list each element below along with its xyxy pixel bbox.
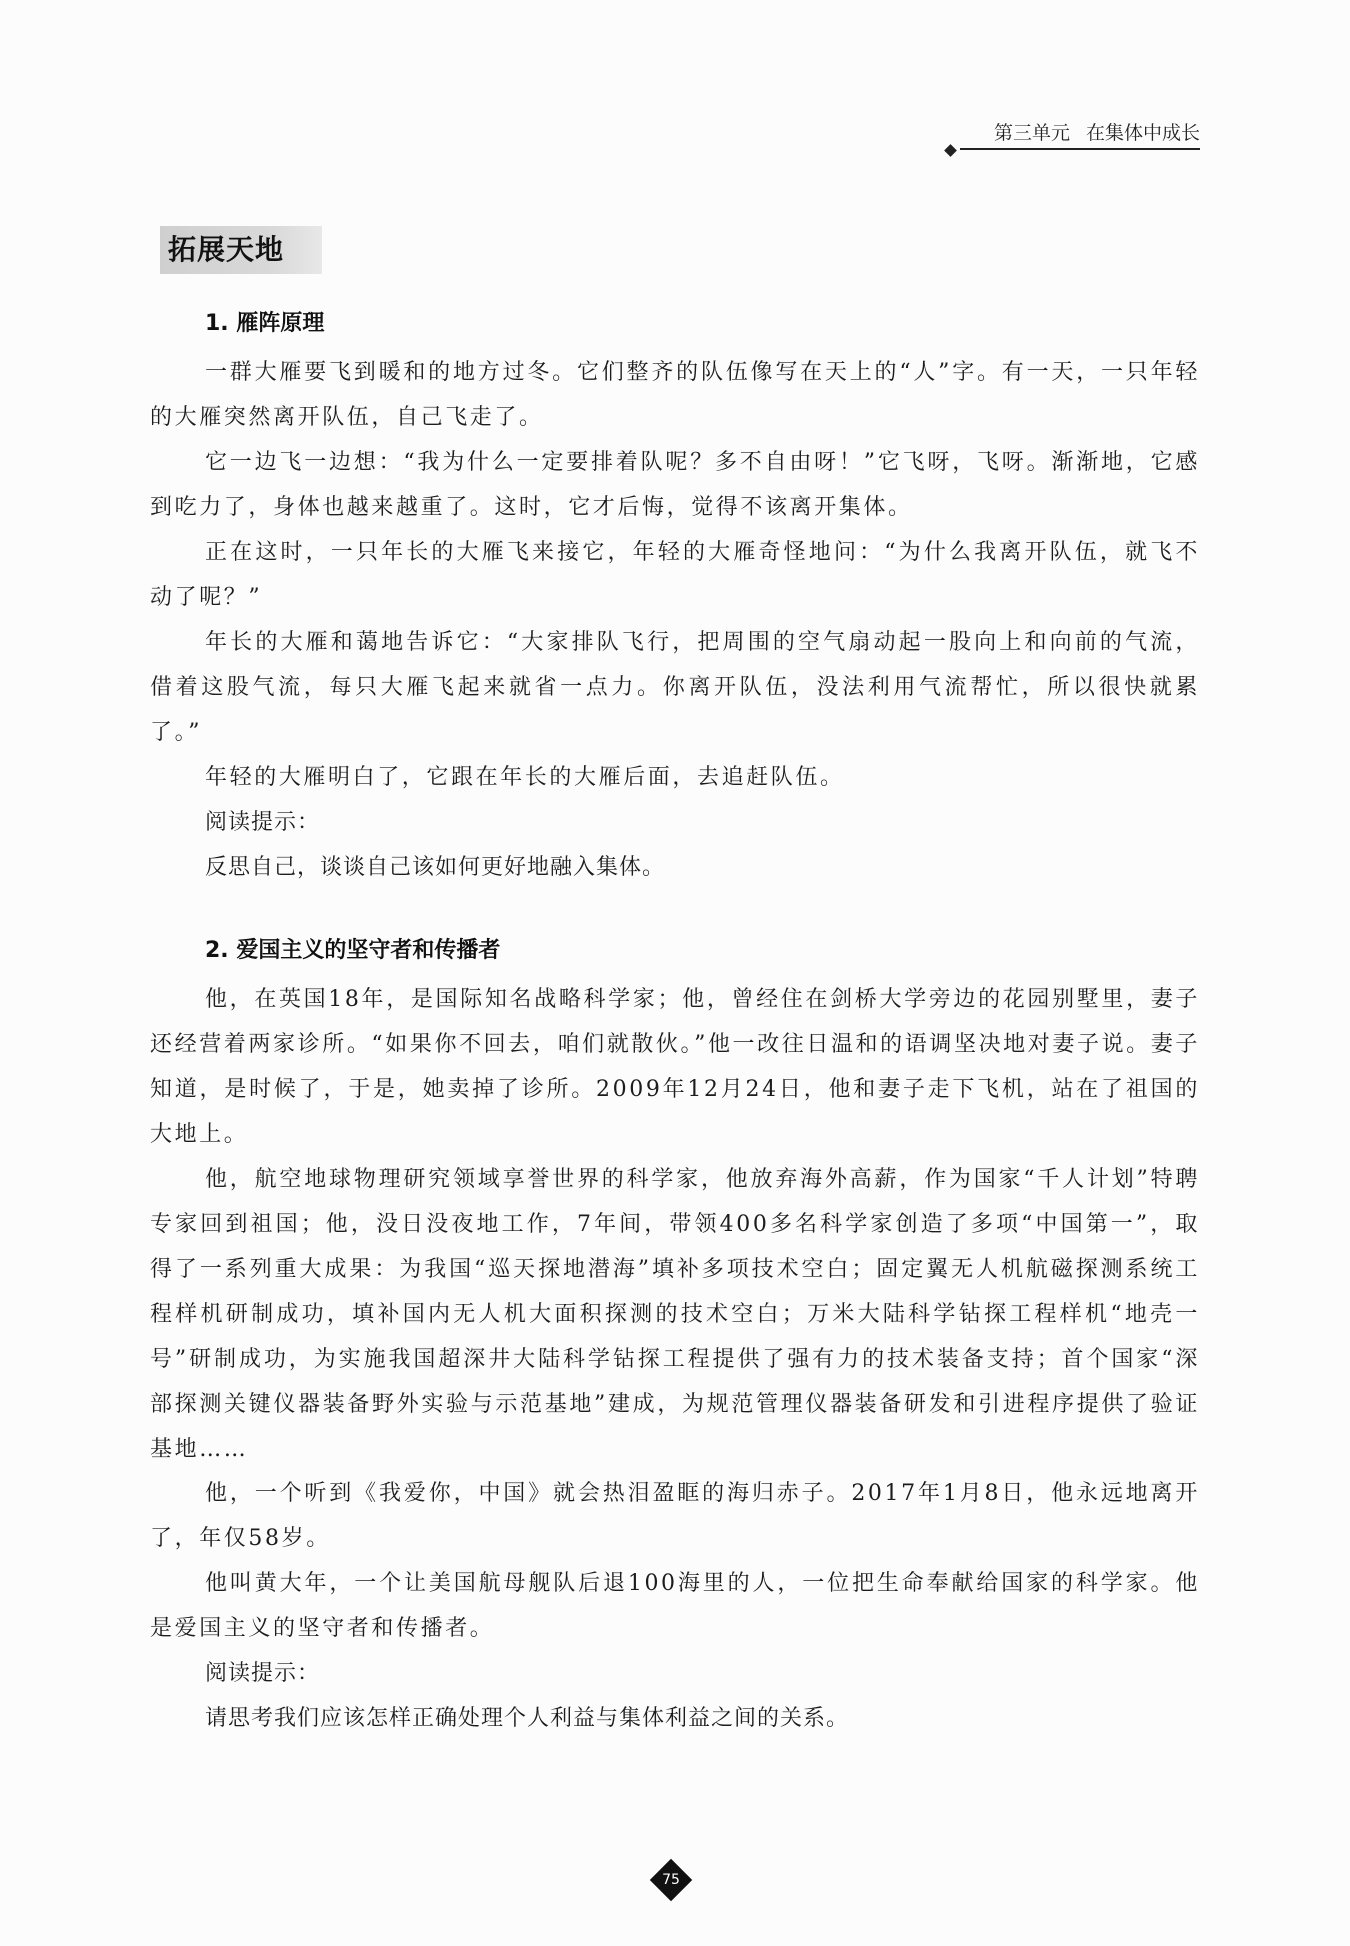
section-title: 拓展天地 [160, 226, 322, 274]
article2-title: 2. 爱国主义的坚守者和传播者 [205, 938, 501, 963]
article1-paragraph: 正在这时，一只年长的大雁飞来接它，年轻的大雁奇怪地问：“为什么我离开队伍，就飞不动了呢？” [150, 540, 1200, 610]
article1-paragraph: 年长的大雁和蔼地告诉它：“大家排队飞行，把周围的空气扇动起一股向上和向前的气流，借着这股气流，每只大雁飞起来就省一点力。你离开队伍，没法利用气流帮忙，所以很快就累了。” [150, 630, 1200, 745]
article1-paragraph: 年轻的大雁明白了，它跟在年长的大雁后面，去追赶队伍。 [205, 765, 845, 790]
article2-paragraph: 他，在英国18年，是国际知名战略科学家；他，曾经住在剑桥大学旁边的花园别墅里，妻子还经营着两家诊所。“如果你不回去，咱们就散伙。”他一改往日温和的语调坚决地对妻子说。妻子知道，是时候了，于是，她卖掉了诊所。2009年12月24日，他和妻子走下飞机，站在了祖国的大地上。 [150, 987, 1200, 1147]
article1-hint-label: 阅读提示： [205, 810, 321, 835]
article1-title: 1. 雁阵原理 [205, 311, 325, 336]
article2-paragraph: 他，航空地球物理研究领域享誉世界的科学家，他放弃海外高薪，作为国家“千人计划”特聘专家回到祖国；他，没日没夜地工作，7年间，带领400多名科学家创造了多项“中国第一”，取得了一系列重大成果：为我国“巡天探地潜海”填补多项技术空白；固定翼无人机航磁探测系统工程样机研制成功，填补国内无人机大面积探测的技术空白；万米大陆科学钻探工程样机“地壳一号”研制成功，为实施我国超深井大陆科学钻探工程提供了强有力的技术装备支持；首个国家“深部探测关键仪器装备野外实验与示范基地”建成，为规范管理仪器装备研发和引进程序提供了验证基地…… [150, 1167, 1200, 1462]
page-number-text: 75 [662, 1872, 680, 1888]
diamond-icon [944, 144, 957, 157]
article2-paragraph: 他，一个听到《我爱你，中国》就会热泪盈眶的海归赤子。2017年1月8日，他永远地离开了，年仅58岁。 [150, 1481, 1200, 1551]
article2-hint-label: 阅读提示： [205, 1661, 321, 1686]
article1-paragraph: 一群大雁要飞到暖和的地方过冬。它们整齐的队伍像写在天上的“人”字。有一天，一只年轻的大雁突然离开队伍，自己飞走了。 [150, 360, 1200, 430]
article1-paragraph: 它一边飞一边想：“我为什么一定要排着队呢？多不自由呀！”它飞呀，飞呀。渐渐地，它感到吃力了，身体也越来越重了。这时，它才后悔，觉得不该离开集体。 [150, 450, 1200, 520]
article1-hint-text: 反思自己，谈谈自己该如何更好地融入集体。 [205, 855, 666, 880]
article2-hint-text: 请思考我们应该怎样正确处理个人利益与集体利益之间的关系。 [205, 1706, 850, 1731]
running-header [960, 118, 1200, 150]
article2-paragraph: 他叫黄大年，一个让美国航母舰队后退100海里的人，一位把生命奉献给国家的科学家。他是爱国主义的坚守者和传播者。 [150, 1571, 1200, 1641]
header-theme: 在集体中成长 [1085, 122, 1200, 144]
page-number [653, 1862, 689, 1898]
header-unit: 第三单元 [993, 122, 1070, 144]
